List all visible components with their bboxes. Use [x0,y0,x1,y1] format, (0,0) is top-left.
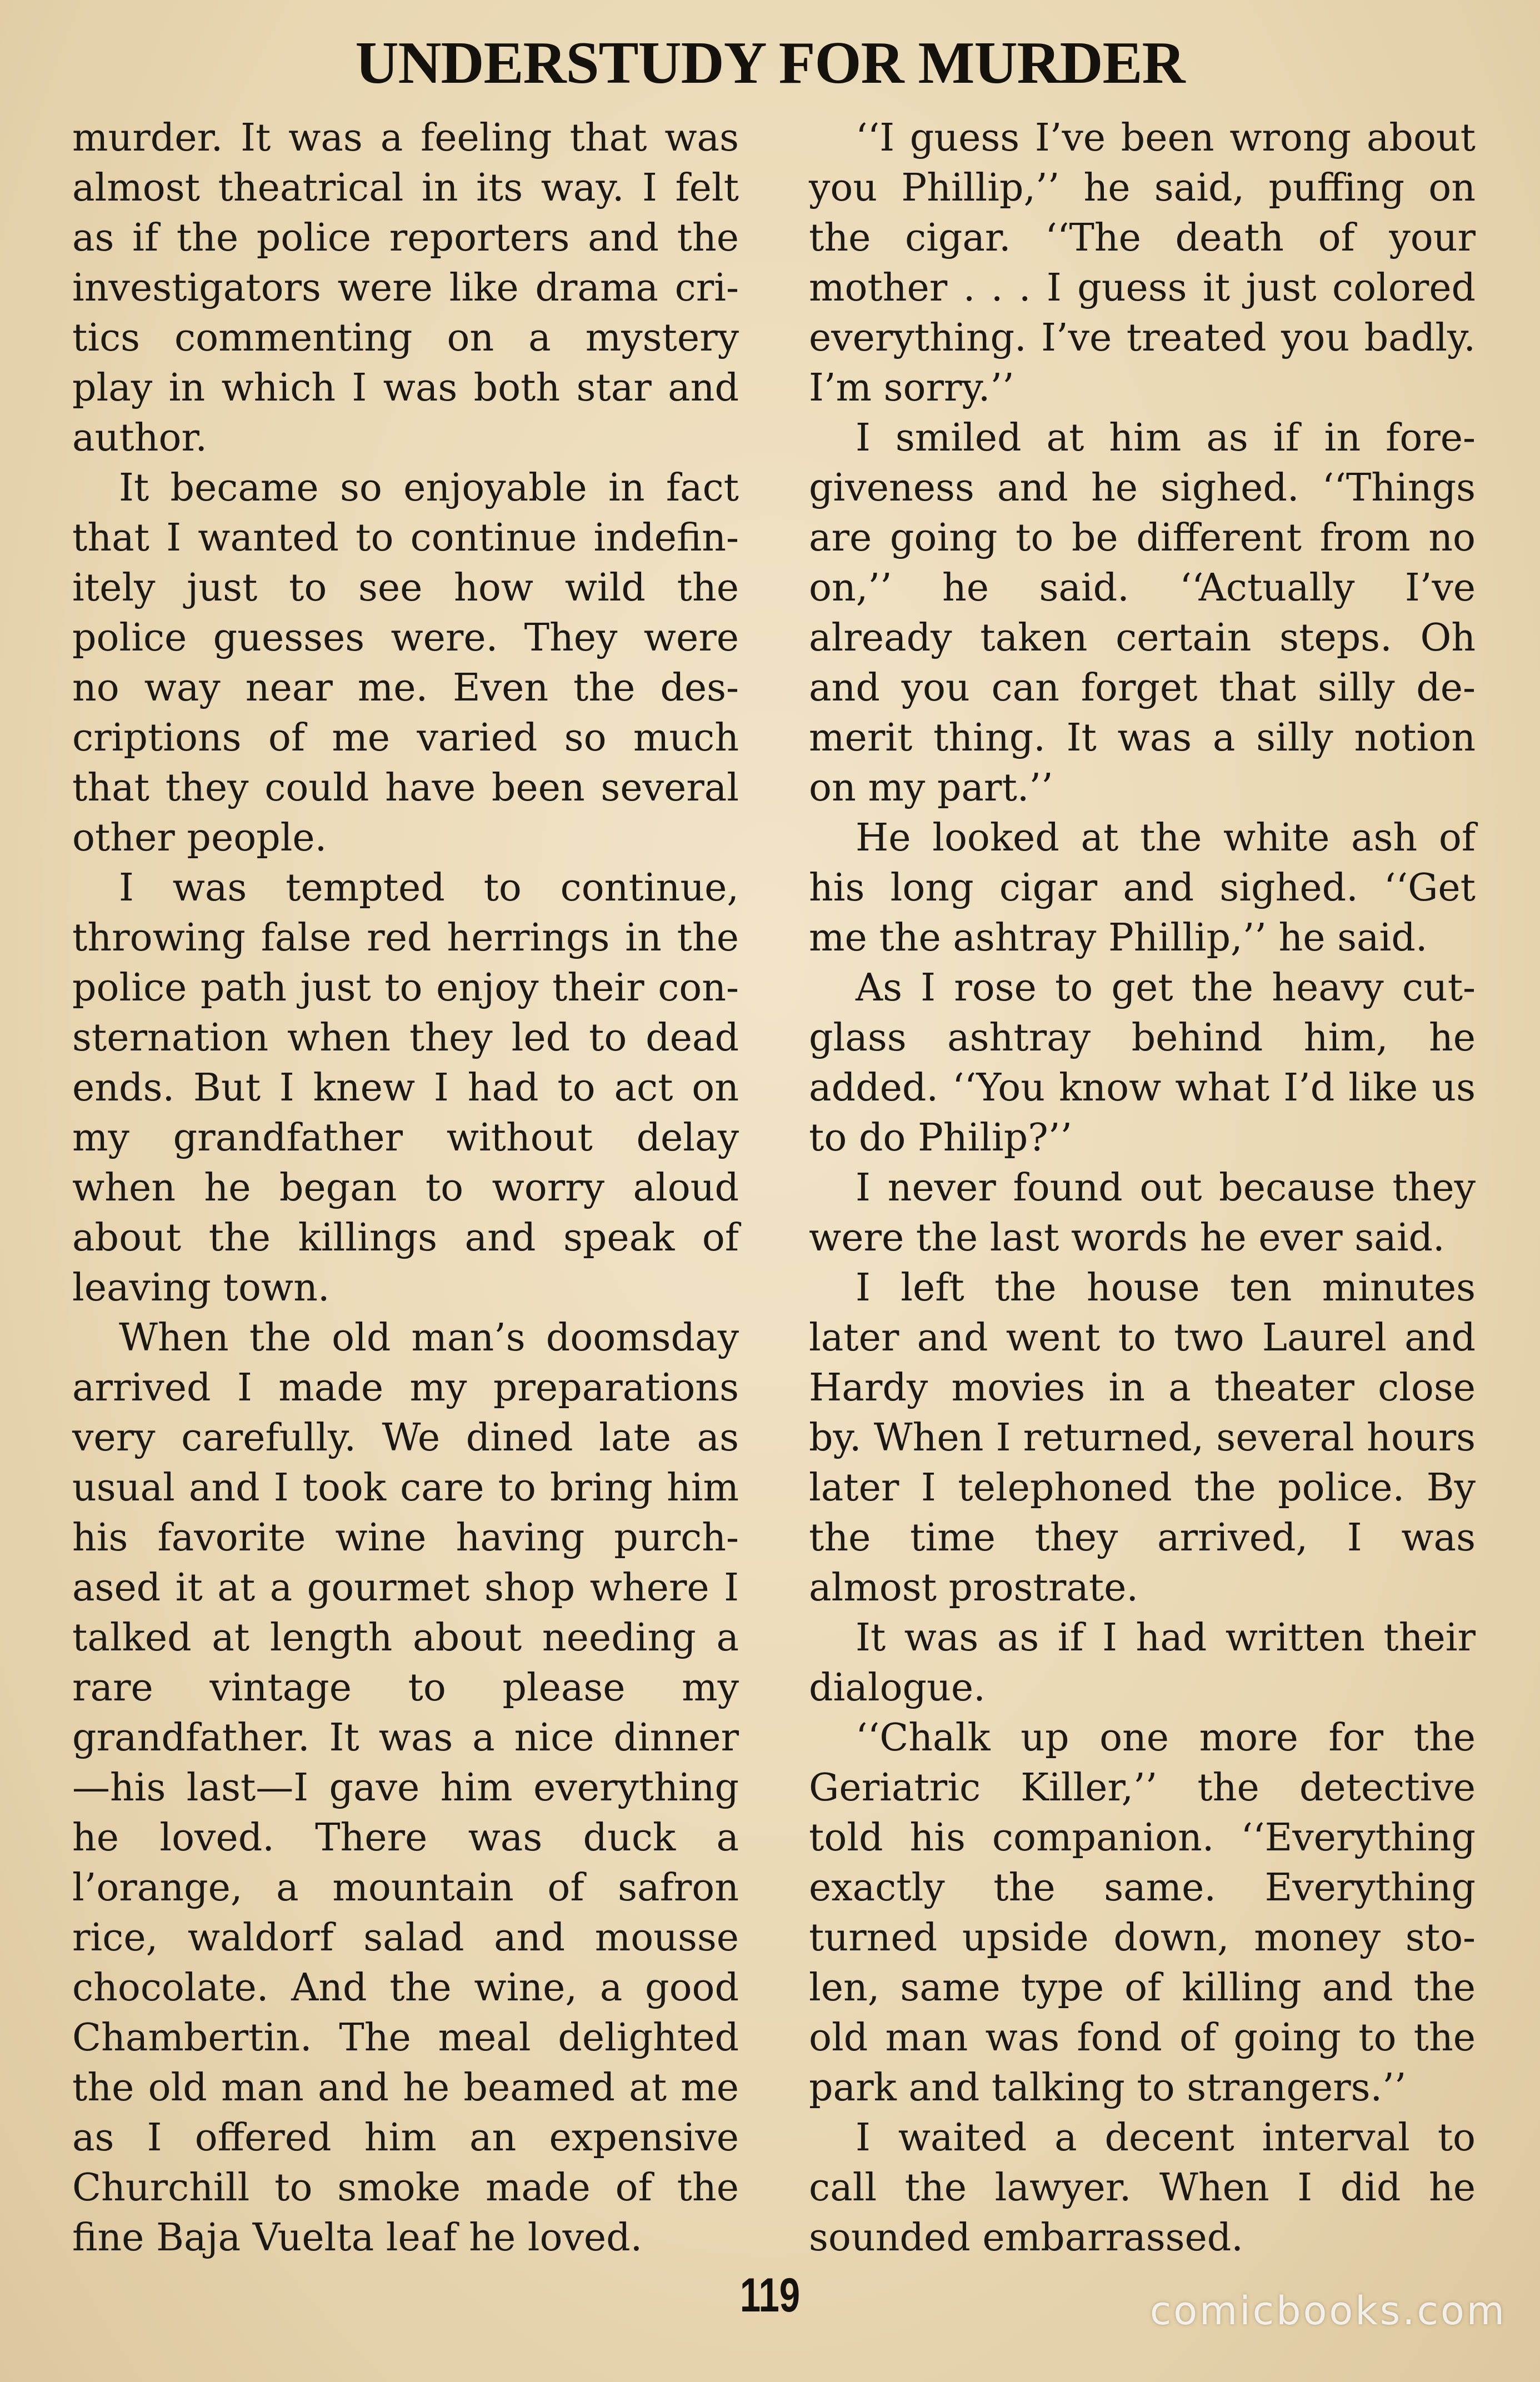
paragraph: I left the house ten minutes later and went to two Laurel and Hardy movies in a theater close by. When I returned, several hours later I telephoned the police. By the time they arrived, I was almost prostrate. [809,1266,1476,1610]
paragraph: ‘‘Chalk up one more for the Geriatric Killer,’’ the detective told his companion. ‘‘Everything exactly the same. Everything turned upside down, money stolen, same type of killing and the old man was fond of going to the park and talking to strangers.’’ [809,1716,1476,2110]
paragraph: As I rose to get the heavy cut-glass ashtray behind him, he added. ‘‘You know what I’d like us to do Philip?’’ [809,966,1476,1160]
paragraph: ‘‘I guess I’ve been wrong about you Phillip,’’ he said, puffing on the cigar. ‘‘The death of your mother . . . I guess it just colored everything. I’ve treated you badly. I’m sorry.’’ [809,116,1476,410]
story-title: UNDERSTUDY FOR MURDER [355,30,1185,96]
paragraph: It was as if I had written their dialogue. [809,1616,1476,1710]
paragraph: I waited a decent interval to call the lawyer. When I did he sounded embarrassed. [809,2116,1476,2260]
page-number: 119 [739,2269,801,2322]
paragraph: I never found out because they were the last words he ever said. [809,1166,1476,1260]
right-text-column [809,113,1476,2263]
paragraph: I was tempted to continue, throwing false red herrings in the police path just to enjoy their consternation when they led to dead ends. But I knew I had to act on my grandfather without delay when he began to worry aloud about the killings and speak of leaving town. [72,866,739,1310]
left-text-column [72,113,739,2263]
paragraph: murder. It was a feeling that was almost theatrical in its way. I felt as if the police reporters and the investigators were like drama critics commenting on a mystery play in which I was both star and author. [72,116,739,460]
paragraph: When the old man’s doomsday arrived I made my preparations very carefully. We dined late as usual and I took care to bring him his favorite wine having purchased it at a gourmet shop where I talked at length about needing a rare vintage to please my grandfather. It was a nice dinner—his last—I gave him everything he loved. There was duck a l’orange, a mountain of safron rice, waldorf salad and mousse chocolate. And the wine, a good Chambertin. The meal delighted the old man and he beamed at me as I offered him an expensive Churchill to smoke made of the fine Baja Vuelta leaf he loved. [72,1316,739,2260]
paragraph: I smiled at him as if in foregiveness and he sighed. ‘‘Things are going to be different from no on,’’ he said. ‘‘Actually I’ve already taken certain steps. Oh and you can forget that silly demerit thing. It was a silly notion on my part.’’ [809,416,1476,810]
paragraph: He looked at the white ash of his long cigar and sighed. ‘‘Get me the ashtray Phillip,’’ he said. [809,816,1476,960]
paragraph: It became so enjoyable in fact that I wanted to continue indefinitely just to see how wild the police guesses were. They were no way near me. Even the descriptions of me varied so much that they could have been several other people. [72,466,739,860]
site-watermark: comicbooks.com [1149,2288,1507,2334]
